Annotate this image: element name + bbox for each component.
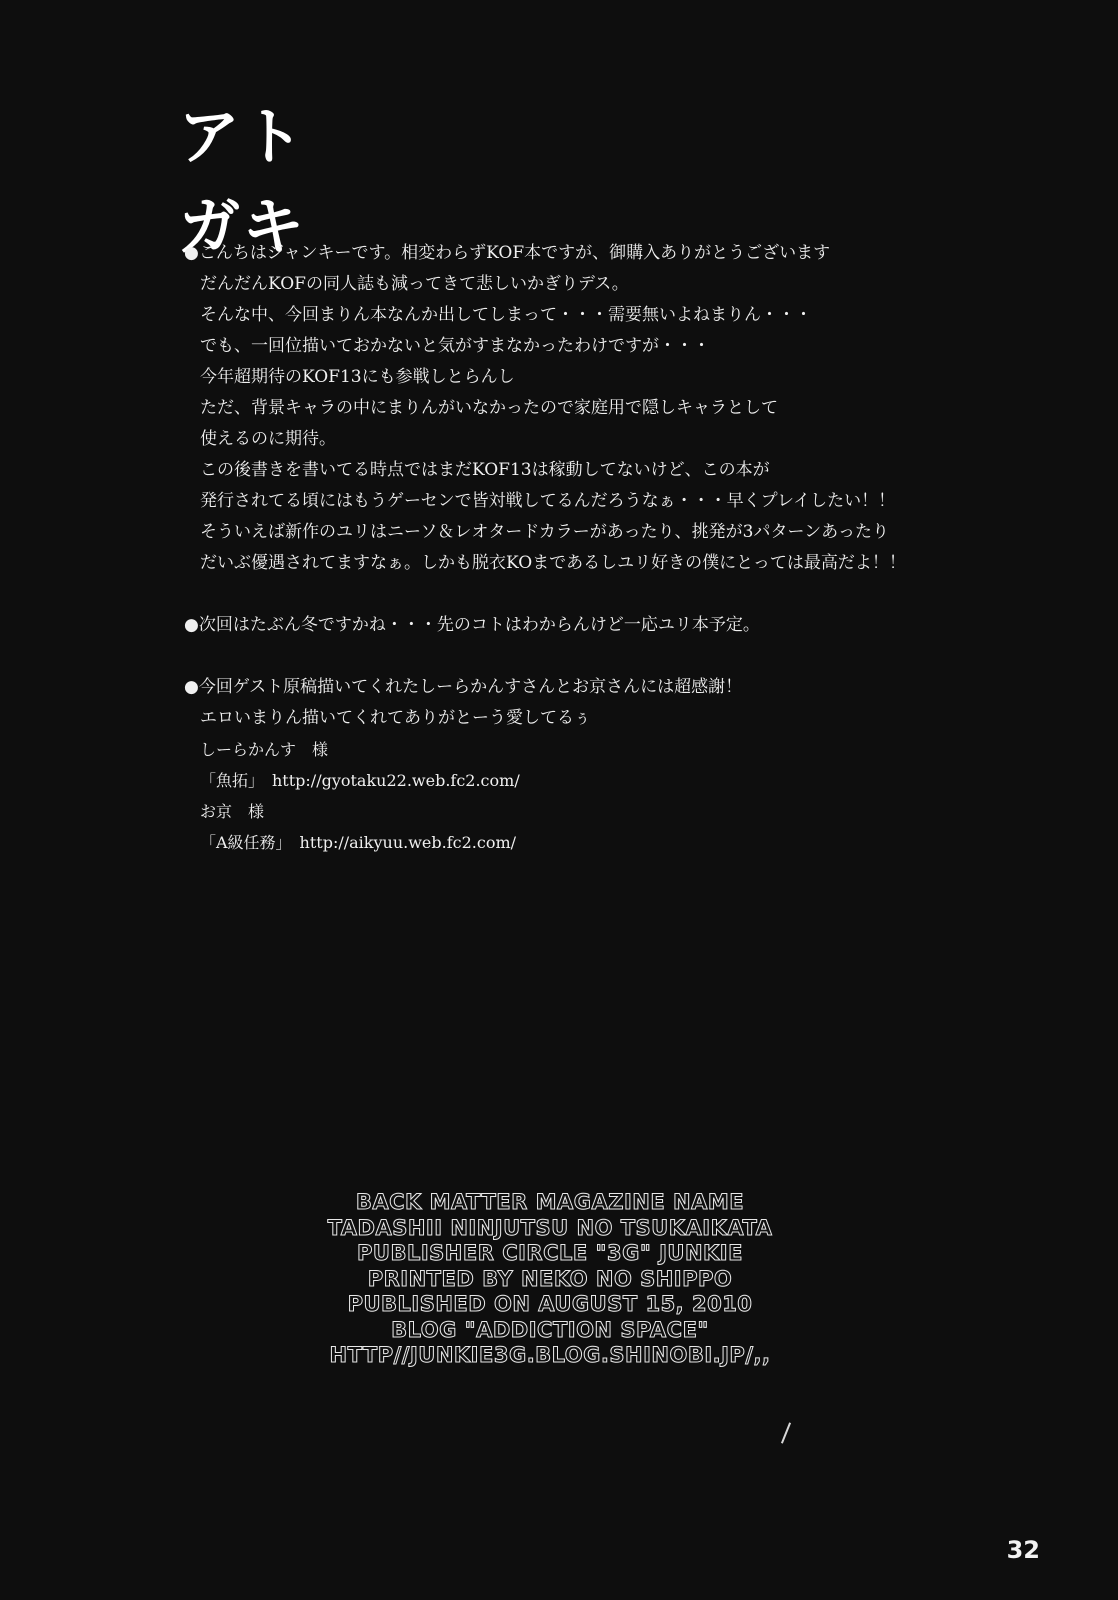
text-line: 使えるのに期待。 xyxy=(200,429,336,449)
text-line: この後書きを書いてる時点ではまだKOF13は稼動してないけど、この本が xyxy=(200,460,770,480)
title-line-1: アト xyxy=(178,100,307,173)
paragraph-2 xyxy=(184,610,1004,641)
text-line: ただ、背景キャラの中にまりんがいなかったので家庭用で隠しキャラとして xyxy=(200,398,778,418)
text-line: ●今回ゲスト原稿描いてくれたしーらかんすさんとお京さんには超感謝！ xyxy=(184,677,743,697)
guest-link: 「A級任務」 http://aikyuu.web.fc2.com/ xyxy=(200,833,517,852)
text-line: だんだんKOFの同人誌も減ってきて悲しいかぎりデス。 xyxy=(200,274,629,294)
text-line: でも、一回位描いておかないと気がすまなかったわけですが・・・ xyxy=(200,336,710,356)
colophon-line: BLOG "ADDICTION SPACE" xyxy=(391,1317,709,1342)
colophon-line: PUBLISHED ON AUGUST 15, 2010 xyxy=(347,1292,753,1316)
text-line: エロいまりん描いてくれてありがとーう愛してるぅ xyxy=(200,708,591,728)
text-line: ●こんちはジャンキーです。相変わらずKOF本ですが、御購入ありがとうございます xyxy=(184,243,831,263)
text-line: そういえば新作のユリはニーソ＆レオタードカラーがあったり、挑発が3パターンあったり xyxy=(200,522,889,542)
page-number: 32 xyxy=(1006,1536,1040,1564)
title-line-2: ガキ xyxy=(178,190,307,263)
text-line: だいぶ優遇されてますなぁ。しかも脱衣KOまであるしユリ好きの僕にとっては最高だよ！！ xyxy=(200,553,906,573)
text-line: 今年超期待のKOF13にも参戦しとらんし xyxy=(200,367,515,387)
colophon-line: PUBLISHER CIRCLE "3G" JUNKIE xyxy=(357,1241,743,1265)
colophon-line: BACK MATTER MAGAZINE NAME xyxy=(355,1190,745,1214)
guest-link: 「魚拓」 http://gyotaku22.web.fc2.com/ xyxy=(200,771,520,790)
colophon-line: TADASHII NINJUTSU NO TSUKAIKATA xyxy=(327,1215,773,1240)
text-line: 発行されてる頃にはもうゲーセンで皆対戦してるんだろうなぁ・・・早くプレイしたい！！ xyxy=(200,491,896,511)
colophon-line: HTTP//JUNKIE3G.BLOG.SHINOBI.JP/,, xyxy=(329,1343,771,1367)
text-line: そんな中、今回まりん本なんか出してしまって・・・需要無いよねまりん・・・ xyxy=(200,305,812,325)
colophon-line: PRINTED BY NEKO NO SHIPPO xyxy=(367,1266,733,1291)
afterword-body xyxy=(184,238,1004,889)
paragraph-1 xyxy=(184,238,1004,579)
text-line: ●次回はたぶん冬ですかね・・・先のコトはわからんけど一応ユリ本予定。 xyxy=(184,615,760,635)
paragraph-3 xyxy=(184,672,1004,858)
guest-name: お京 様 xyxy=(200,802,265,821)
pen-stroke-mark xyxy=(781,1422,791,1443)
guest-name: しーらかんす 様 xyxy=(200,740,329,759)
colophon xyxy=(300,1190,800,1369)
